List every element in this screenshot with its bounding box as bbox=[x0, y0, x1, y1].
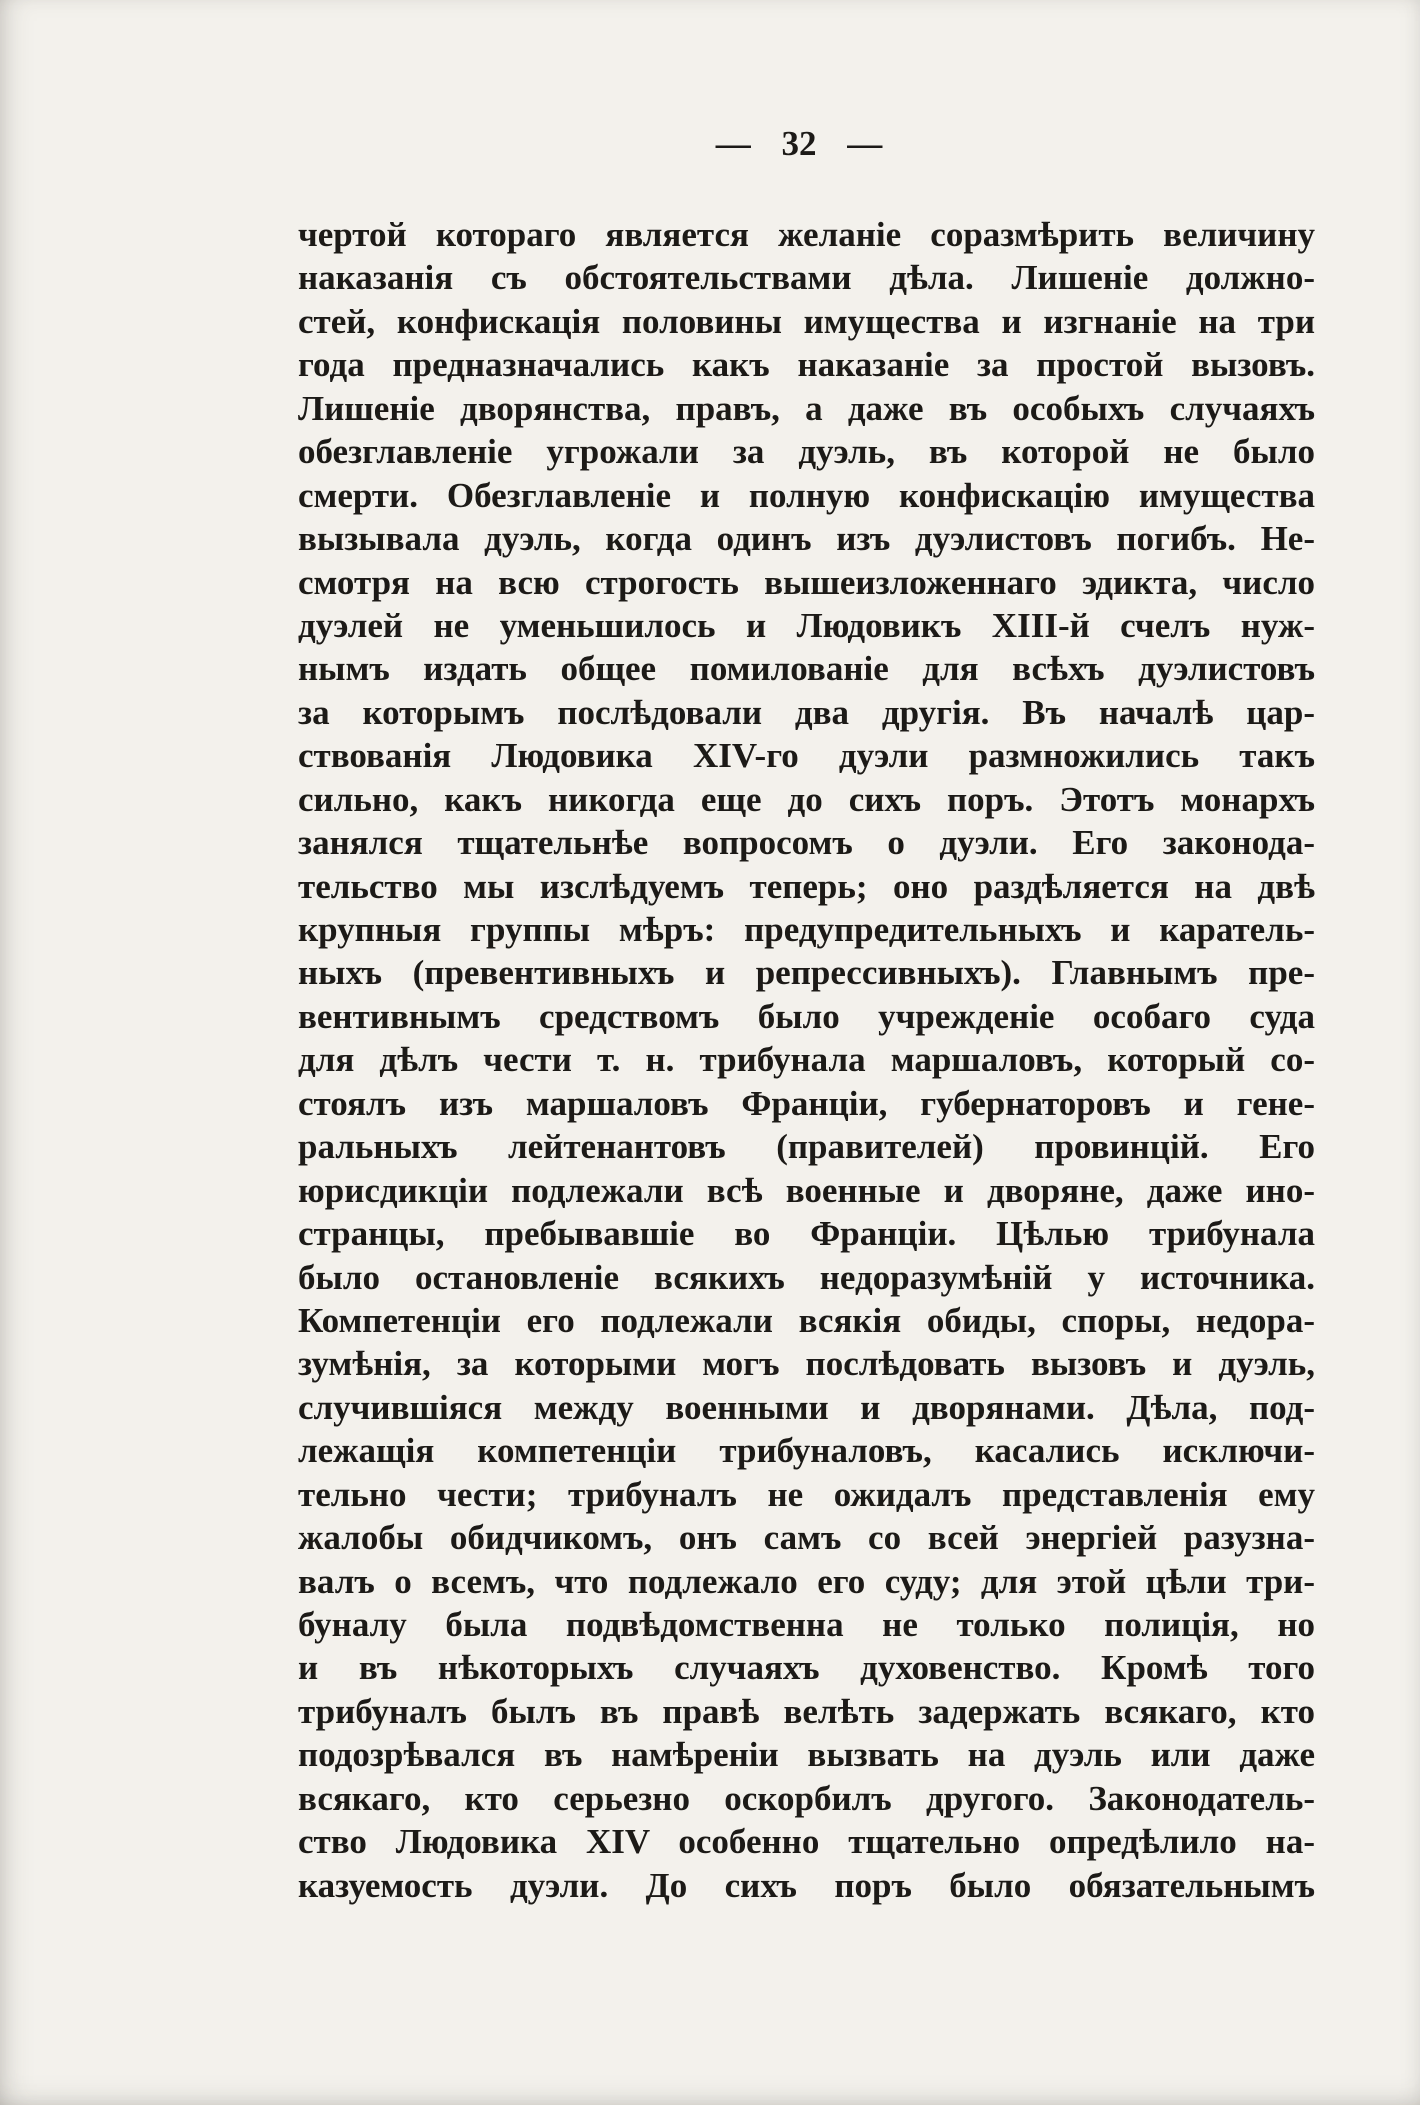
text-line: трибуналъ былъ въ правѣ велѣть задержать всякаго, кто bbox=[298, 1691, 1315, 1731]
text-line: подозрѣвался въ намѣреніи вызвать на дуэль или даже bbox=[298, 1735, 1315, 1775]
text-line: обезглавленіе угрожали за дуэль, въ которой не было bbox=[298, 432, 1315, 472]
text-line: и въ нѣкоторыхъ случаяхъ духовенство. Кромѣ того bbox=[298, 1648, 1315, 1688]
text-line: ствованія Людовика XIV-го дуэли размножились такъ bbox=[298, 736, 1315, 776]
text-line: стоялъ изъ маршаловъ Франціи, губернаторовъ и гене- bbox=[298, 1083, 1315, 1123]
text-line: Компетенціи его подлежали всякія обиды, споры, недора- bbox=[298, 1300, 1315, 1340]
text-line: года предназначались какъ наказаніе за простой вызовъ. bbox=[298, 345, 1315, 385]
text-line: было остановленіе всякихъ недоразумѣній у источника. bbox=[298, 1257, 1315, 1297]
text-line: странцы, пребывавшіе во Франціи. Цѣлью трибунала bbox=[298, 1214, 1315, 1254]
text-line: тельно чести; трибуналъ не ожидалъ представленія ему bbox=[298, 1474, 1315, 1514]
text-line: буналу была подвѣдомственна не только полиція, но bbox=[298, 1605, 1315, 1644]
text-line: зумѣнія, за которыми могъ послѣдовать вызовъ и дуэль, bbox=[298, 1344, 1315, 1384]
text-line: для дѣлъ чести т. н. трибунала маршаловъ, который со- bbox=[298, 1040, 1315, 1080]
text-line: ныхъ (превентивныхъ и репрессивныхъ). Главнымъ пре- bbox=[298, 953, 1315, 993]
text-line: валъ о всемъ, что подлежало его суду; для этой цѣли три- bbox=[298, 1561, 1315, 1601]
text-line: вызывала дуэль, когда одинъ изъ дуэлистовъ погибъ. Не- bbox=[298, 519, 1315, 559]
text-line: занялся тщательнѣе вопросомъ о дуэли. Его законода- bbox=[298, 823, 1315, 863]
text-line: нымъ издать общее помилованіе для всѣхъ дуэлистовъ bbox=[298, 649, 1315, 689]
text-line: жалобы обидчикомъ, онъ самъ со всей энергіей разузна- bbox=[298, 1518, 1315, 1558]
body-text bbox=[298, 213, 1315, 1907]
text-line: ство Людовика XIV особенно тщательно опредѣлило на- bbox=[298, 1822, 1315, 1862]
text-line: сильно, какъ никогда еще до сихъ поръ. Этотъ монархъ bbox=[298, 779, 1315, 819]
text-line: тельство мы изслѣдуемъ теперь; оно раздѣляется на двѣ bbox=[298, 866, 1315, 906]
text-line: вентивнымъ средствомъ было учрежденіе особаго суда bbox=[298, 996, 1315, 1036]
text-line: смерти. Обезглавленіе и полную конфискацію имущества bbox=[298, 475, 1315, 515]
text-line: ральныхъ лейтенантовъ (правителей) провинцій. Его bbox=[298, 1127, 1315, 1167]
text-line: дуэлей не уменьшилось и Людовикъ XIII-й счелъ нуж- bbox=[298, 605, 1315, 645]
text-line: крупныя группы мѣръ: предупредительныхъ и каратель- bbox=[298, 910, 1315, 949]
text-line: всякаго, кто серьезно оскорбилъ другого. Законодатель- bbox=[298, 1778, 1315, 1818]
text-line: Лишеніе дворянства, правъ, а даже въ особыхъ случаяхъ bbox=[298, 388, 1315, 428]
text-line: лежащія компетенціи трибуналовъ, касались исключи- bbox=[298, 1431, 1315, 1471]
text-line: стей, конфискація половины имущества и изгнаніе на три bbox=[298, 301, 1315, 341]
text-line: за которымъ послѣдовали два другія. Въ началѣ цар- bbox=[298, 692, 1315, 732]
text-line: наказанія съ обстоятельствами дѣла. Лишеніе должно- bbox=[298, 258, 1315, 298]
text-line: казуемость дуэли. До сихъ поръ было обязательнымъ bbox=[298, 1865, 1315, 1905]
text-line: юрисдикціи подлежали всѣ военные и дворяне, даже ино- bbox=[298, 1170, 1315, 1210]
text-line: чертой котораго является желаніе соразмѣрить величину bbox=[298, 215, 1315, 254]
text-line: смотря на всю строгость вышеизложеннаго эдикта, число bbox=[298, 562, 1315, 602]
page-number: — 32 — bbox=[715, 124, 883, 163]
text-line: случившіяся между военными и дворянами. Дѣла, под- bbox=[298, 1387, 1315, 1427]
